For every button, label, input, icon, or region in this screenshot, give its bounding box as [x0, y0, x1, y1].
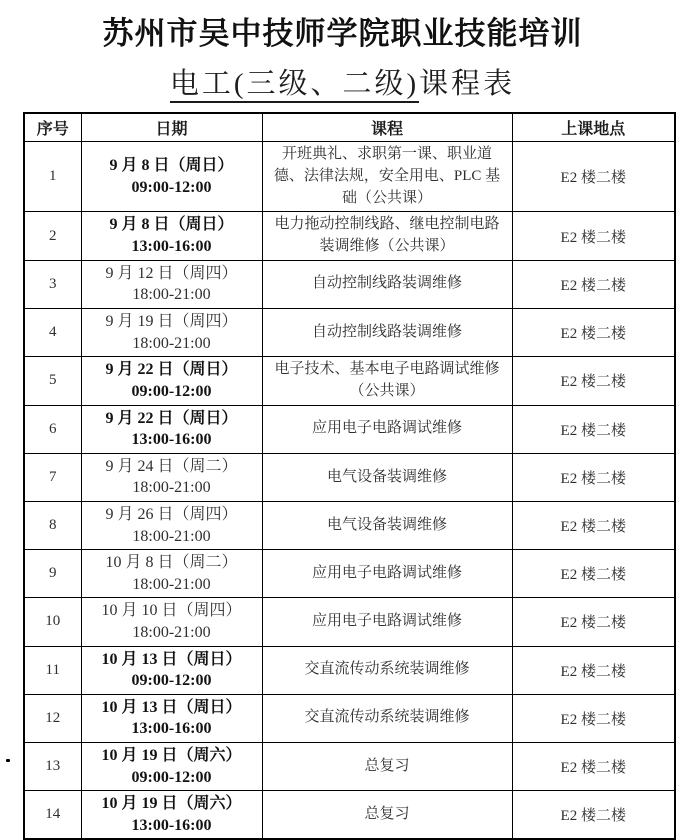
date-line: 10 月 13 日（周日） — [101, 698, 242, 716]
row-date — [81, 646, 262, 694]
row-location: E2 楼二楼 — [512, 142, 675, 212]
row-course: 应用电子电路调试维修 — [262, 405, 512, 453]
row-date — [81, 742, 262, 790]
table-row — [24, 694, 675, 742]
col-header-location: 上课地点 — [512, 113, 675, 142]
row-location: E2 楼二楼 — [512, 694, 675, 742]
table-row — [24, 791, 675, 840]
time-line: 13:00-16:00 — [131, 720, 212, 738]
time-line: 09:00-12:00 — [131, 382, 212, 400]
table-row — [24, 212, 675, 261]
subtitle-underlined-part: 电工(三级、二级) — [170, 68, 419, 103]
row-number: 13 — [24, 742, 81, 790]
time-line: 13:00-16:00 — [131, 238, 212, 255]
date-line: 10 月 13 日（周日） — [101, 650, 242, 668]
row-number: 4 — [24, 308, 81, 356]
row-course: 应用电子电路调试维修 — [262, 598, 512, 646]
subtitle-rest-part: 课程表 — [419, 68, 516, 100]
row-number: 7 — [24, 453, 81, 501]
row-location: E2 楼二楼 — [512, 598, 675, 646]
row-date — [81, 260, 262, 308]
row-course: 开班典礼、求职第一课、职业道德、法律法规，安全用电、PLC 基础（公共课） — [262, 142, 512, 212]
header-row — [24, 113, 675, 142]
time-line: 09:00-12:00 — [131, 768, 212, 786]
time-line: 13:00-16:00 — [131, 431, 212, 449]
table-row — [24, 453, 675, 501]
page-title: 苏州市吴中技师学院职业技能培训 — [102, 16, 583, 51]
row-number: 11 — [24, 646, 81, 694]
row-course: 交直流传动系统装调维修 — [262, 694, 512, 742]
row-course: 电子技术、基本电子电路调试维修（公共课） — [262, 357, 512, 406]
row-location: E2 楼二楼 — [512, 308, 675, 356]
time-line: 18:00-21:00 — [132, 527, 211, 545]
date-line: 9 月 8 日（周日） — [109, 216, 234, 234]
date-line: 9 月 24 日（周二） — [105, 457, 238, 475]
row-course: 电气设备装调维修 — [262, 453, 512, 501]
date-line: 10 月 10 日（周四） — [101, 602, 242, 620]
row-number: 1 — [24, 142, 81, 212]
time-line: 09:00-12:00 — [131, 672, 212, 690]
time-line: 18:00-21:00 — [132, 575, 211, 593]
table-row — [24, 502, 675, 550]
time-line: 18:00-21:00 — [132, 623, 211, 641]
scan-artifact-dot — [6, 759, 10, 762]
time-line: 13:00-16:00 — [131, 816, 212, 834]
date-line: 9 月 26 日（周四） — [105, 506, 238, 523]
row-number: 8 — [24, 502, 81, 550]
table-row — [24, 357, 675, 406]
row-date — [81, 142, 262, 212]
date-line: 10 月 19 日（周六） — [101, 746, 242, 764]
row-course: 总复习 — [262, 742, 512, 790]
table-row — [24, 405, 675, 453]
col-header-no: 序号 — [24, 113, 81, 142]
date-line: 9 月 19 日（周四） — [105, 312, 238, 330]
row-location: E2 楼二楼 — [512, 791, 675, 840]
row-date — [81, 502, 262, 550]
row-number: 9 — [24, 550, 81, 598]
time-line: 09:00-12:00 — [131, 178, 212, 196]
row-number: 2 — [24, 212, 81, 261]
row-course: 总复习 — [262, 791, 512, 840]
row-course: 自动控制线路装调维修 — [262, 308, 512, 356]
row-location: E2 楼二楼 — [512, 405, 675, 453]
row-location: E2 楼二楼 — [512, 212, 675, 261]
time-line: 18:00-21:00 — [132, 334, 211, 352]
row-location: E2 楼二楼 — [512, 357, 675, 406]
table-row — [24, 308, 675, 356]
col-header-course: 课程 — [262, 113, 512, 142]
table-body — [24, 142, 675, 840]
date-line: 10 月 19 日（周六） — [101, 795, 242, 813]
row-date — [81, 550, 262, 598]
table-row — [24, 142, 675, 212]
row-date — [81, 598, 262, 646]
row-location: E2 楼二楼 — [512, 742, 675, 790]
date-line: 9 月 22 日（周日） — [105, 361, 238, 379]
row-number: 6 — [24, 405, 81, 453]
date-line: 9 月 22 日（周日） — [105, 409, 238, 427]
row-course: 自动控制线路装调维修 — [262, 260, 512, 308]
row-course: 电力拖动控制线路、继电控制电路装调维修（公共课） — [262, 212, 512, 261]
date-line: 9 月 8 日（周日） — [109, 157, 234, 175]
row-location: E2 楼二楼 — [512, 260, 675, 308]
col-header-date: 日期 — [81, 113, 262, 142]
row-course: 交直流传动系统装调维修 — [262, 646, 512, 694]
row-date — [81, 357, 262, 406]
table-row — [24, 646, 675, 694]
row-location: E2 楼二楼 — [512, 453, 675, 501]
page-subtitle — [0, 61, 685, 102]
row-location: E2 楼二楼 — [512, 550, 675, 598]
row-number: 10 — [24, 598, 81, 646]
row-number: 14 — [24, 791, 81, 840]
row-date — [81, 405, 262, 453]
table-row — [24, 598, 675, 646]
row-date — [81, 308, 262, 356]
row-date — [81, 212, 262, 261]
row-date — [81, 791, 262, 840]
table-row — [24, 742, 675, 790]
table-row — [24, 550, 675, 598]
row-date — [81, 453, 262, 501]
time-line: 18:00-21:00 — [132, 479, 211, 497]
date-line: 9 月 12 日（周四） — [105, 264, 238, 282]
row-course: 电气设备装调维修 — [262, 502, 512, 550]
time-line: 18:00-21:00 — [132, 286, 211, 304]
row-date — [81, 694, 262, 742]
row-number: 3 — [24, 260, 81, 308]
row-course: 应用电子电路调试维修 — [262, 550, 512, 598]
date-line: 10 月 8 日（周二） — [105, 554, 238, 572]
row-number: 5 — [24, 357, 81, 406]
row-location: E2 楼二楼 — [512, 646, 675, 694]
document-header — [0, 0, 685, 102]
schedule-table — [23, 112, 676, 840]
row-number: 12 — [24, 694, 81, 742]
table-row — [24, 260, 675, 308]
row-location: E2 楼二楼 — [512, 502, 675, 550]
